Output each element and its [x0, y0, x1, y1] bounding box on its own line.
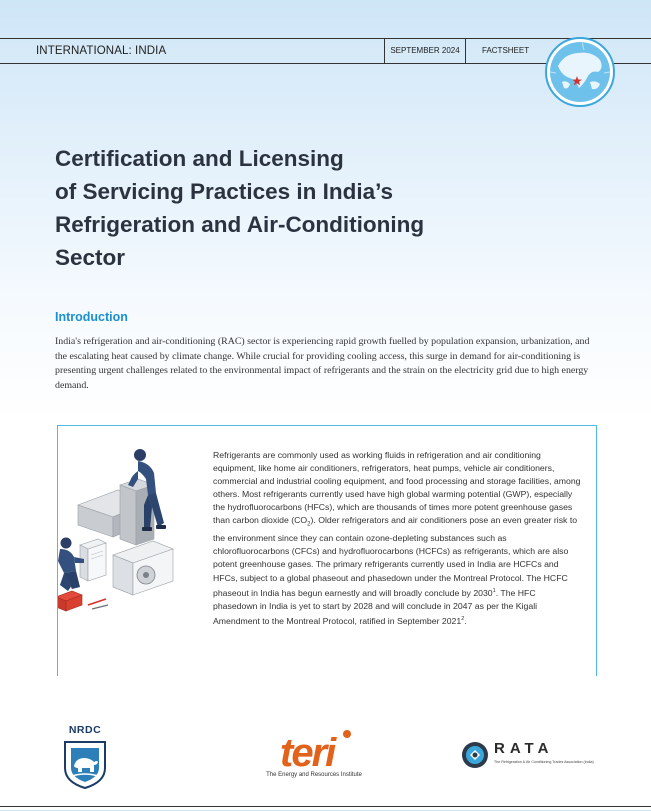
- footnote-ref[interactable]: 2: [461, 615, 465, 622]
- introduction-paragraph: India's refrigeration and air-conditioning (RAC) sector is experiencing rapid growth fuelled by population expansion, urbanization, and the escalating heat caused by climate change. While crucial for providing cooling access, this surge in demand for air-conditioning is presenting urgent challenges related to the environmental impact of refrigerants and the strain on the electricity grid due to high energy demand.: [55, 336, 590, 391]
- box-paragraph: [213, 449, 581, 628]
- title-line: of Servicing Practices in India’s: [55, 179, 394, 204]
- teri-wordmark-icon: [256, 728, 372, 772]
- title-line: Refrigeration and Air-Conditioning: [55, 212, 425, 237]
- footnote-ref[interactable]: 1: [492, 587, 496, 594]
- technicians-illustration: [58, 445, 208, 615]
- doc-type-label: FACTSHEET: [482, 46, 530, 55]
- title-line: Certification and Licensing: [55, 146, 344, 171]
- box-text: . The HFC phasedown in India is yet to start by 2028 and will conclude in 2047 as per the Kigali Amendment to the Montreal Protocol, ratified in September 2021: [213, 587, 538, 626]
- nrdc-wordmark: NRDC: [68, 724, 102, 736]
- rata-wordmark: RATA: [494, 740, 554, 757]
- co2-subscript: 2: [307, 522, 311, 529]
- rata-logo: [460, 740, 600, 772]
- globe-icon: [544, 36, 616, 108]
- date-label: SEPTEMBER 2024: [384, 39, 466, 63]
- rata-emblem-icon: [460, 740, 490, 770]
- teri-caption: The Energy and Resources Institute: [266, 772, 362, 778]
- region-label: INTERNATIONAL: INDIA: [36, 45, 167, 57]
- polar-bear-shield-icon: [60, 738, 110, 790]
- introduction-heading: Introduction: [55, 310, 128, 324]
- footer-rule: [0, 806, 651, 811]
- title-line: Sector: [55, 245, 126, 270]
- page-title: [55, 142, 525, 274]
- rata-caption: The Refrigeration & Air Conditioning Trades Association (India): [494, 760, 594, 764]
- nrdc-logo: [60, 724, 110, 790]
- box-text: Refrigerants are commonly used as working fluids in refrigeration and air conditioning equipment, like home air conditioners, refrigerators, heat pumps, vehicle air conditioners, commercial and industrial cooling equipment, and food processing and storage facilities, among others. Most refrigerants currently used have high global warming potential (GWP), especially the hydrofluorocarbons (HFCs), which are thousands of times more potent greenhouse gases than carbon dioxide (CO: [213, 450, 581, 526]
- box-text: ). Older refrigerators and air conditioners pose an even greater risk to the environment since they can contain ozone-depleting substances such as chlorofluorocarbons (CFCs) and hydrofluorocarbons (HCFCs) as refrigerants, which are also potent greenhouse gases. The primary refrigerants currently used in India are HCFCs and HFCs, subject to a global phaseout and phasedown under the Montreal Protocol. The HCFC phaseout in India has begun earnestly and will broadly conclude by 2030: [213, 515, 578, 598]
- teri-logo: [256, 728, 372, 784]
- box-text: .: [464, 615, 467, 626]
- svg-text:teri: teri: [280, 731, 335, 772]
